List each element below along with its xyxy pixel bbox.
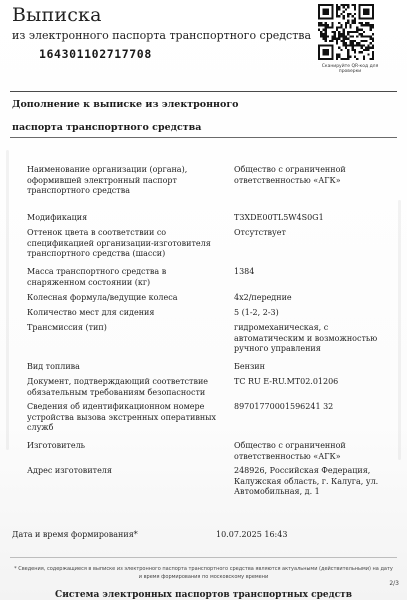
field-value-manufacturer-address: 248926, Российская Федерация, Калужская область, г. Калуга, ул. Автомобильная, д. 1 [234, 466, 379, 497]
section-title-line1: Дополнение к выписке из электронного [12, 99, 239, 110]
field-value-seats: 5 (1-2, 2-3) [234, 308, 279, 317]
field-value-emergency-device: 89701770001596241 32 [234, 402, 334, 411]
field-label-organization: Наименование организации (органа), оформившей электронный паспорт транспортного средства [27, 165, 188, 196]
timestamp-label: Дата и время формирования* [12, 530, 138, 539]
document-subtitle: из электронного паспорта транспортного средства [12, 29, 312, 42]
scan-artifact [398, 200, 401, 460]
field-label-manufacturer-address: Адрес изготовителя [27, 466, 112, 475]
field-value-manufacturer: Общество с ограниченной ответственностью «АГК» [234, 441, 346, 461]
field-value-conformity-doc: TC RU E-RU.MT02.01206 [234, 377, 339, 386]
field-label-fuel-type: Вид топлива [27, 362, 80, 371]
qr-caption: Сканируйте QR-код для проверки [321, 64, 379, 74]
document-number: 164301102717708 [39, 47, 152, 61]
field-label-manufacturer: Изготовитель [27, 441, 86, 450]
field-value-transmission: гидромеханическая, с автоматическим и возможностью ручного управления [234, 323, 378, 354]
timestamp-value: 10.07.2025 16:43 [216, 530, 288, 539]
field-value-fuel-type: Бензин [234, 362, 265, 371]
field-label-curb-weight: Масса транспортного средства в снаряженном состоянии (кг) [27, 267, 167, 287]
field-value-wheel-formula: 4x2/передние [234, 293, 292, 302]
field-label-emergency-device: Сведения об идентификационном номере устройства вызова экстренных оперативных служб [27, 402, 217, 433]
field-value-modification: T3XDE00TL5W4S0G1 [234, 213, 324, 222]
section-title-line2: паспорта транспортного средства [12, 122, 202, 133]
field-label-transmission: Трансмиссия (тип) [27, 323, 107, 332]
scan-artifact [6, 150, 9, 450]
field-label-wheel-formula: Колесная формула/ведущие колеса [27, 293, 178, 302]
field-label-color-shade: Оттенок цвета в соответствии со спецификацией организации-изготовителя транспортного средства (шасси) [27, 228, 211, 259]
field-label-modification: Модификация [27, 213, 88, 222]
field-label-conformity-doc: Документ, подтверждающий соответствие обязательным требованиям безопасности [27, 377, 209, 397]
field-value-organization: Общество с ограниченной ответственностью «АГК» [234, 165, 346, 185]
footer-system-name: Система электронных паспортов транспортных средств [55, 590, 352, 600]
footnote: * Сведения, содержащиеся в выписке из электронного паспорта транспортного средства являются актуальными (действительными) на дату и время формирования по московскому времени [14, 566, 393, 580]
footer-divider [10, 557, 397, 558]
field-value-color-shade: Отсутствует [234, 228, 286, 237]
field-value-curb-weight: 1384 [234, 267, 255, 276]
page-number: 2/3 [389, 580, 399, 587]
field-label-seats: Количество мест для сидения [27, 308, 155, 317]
document-title: Выписка [12, 4, 102, 26]
